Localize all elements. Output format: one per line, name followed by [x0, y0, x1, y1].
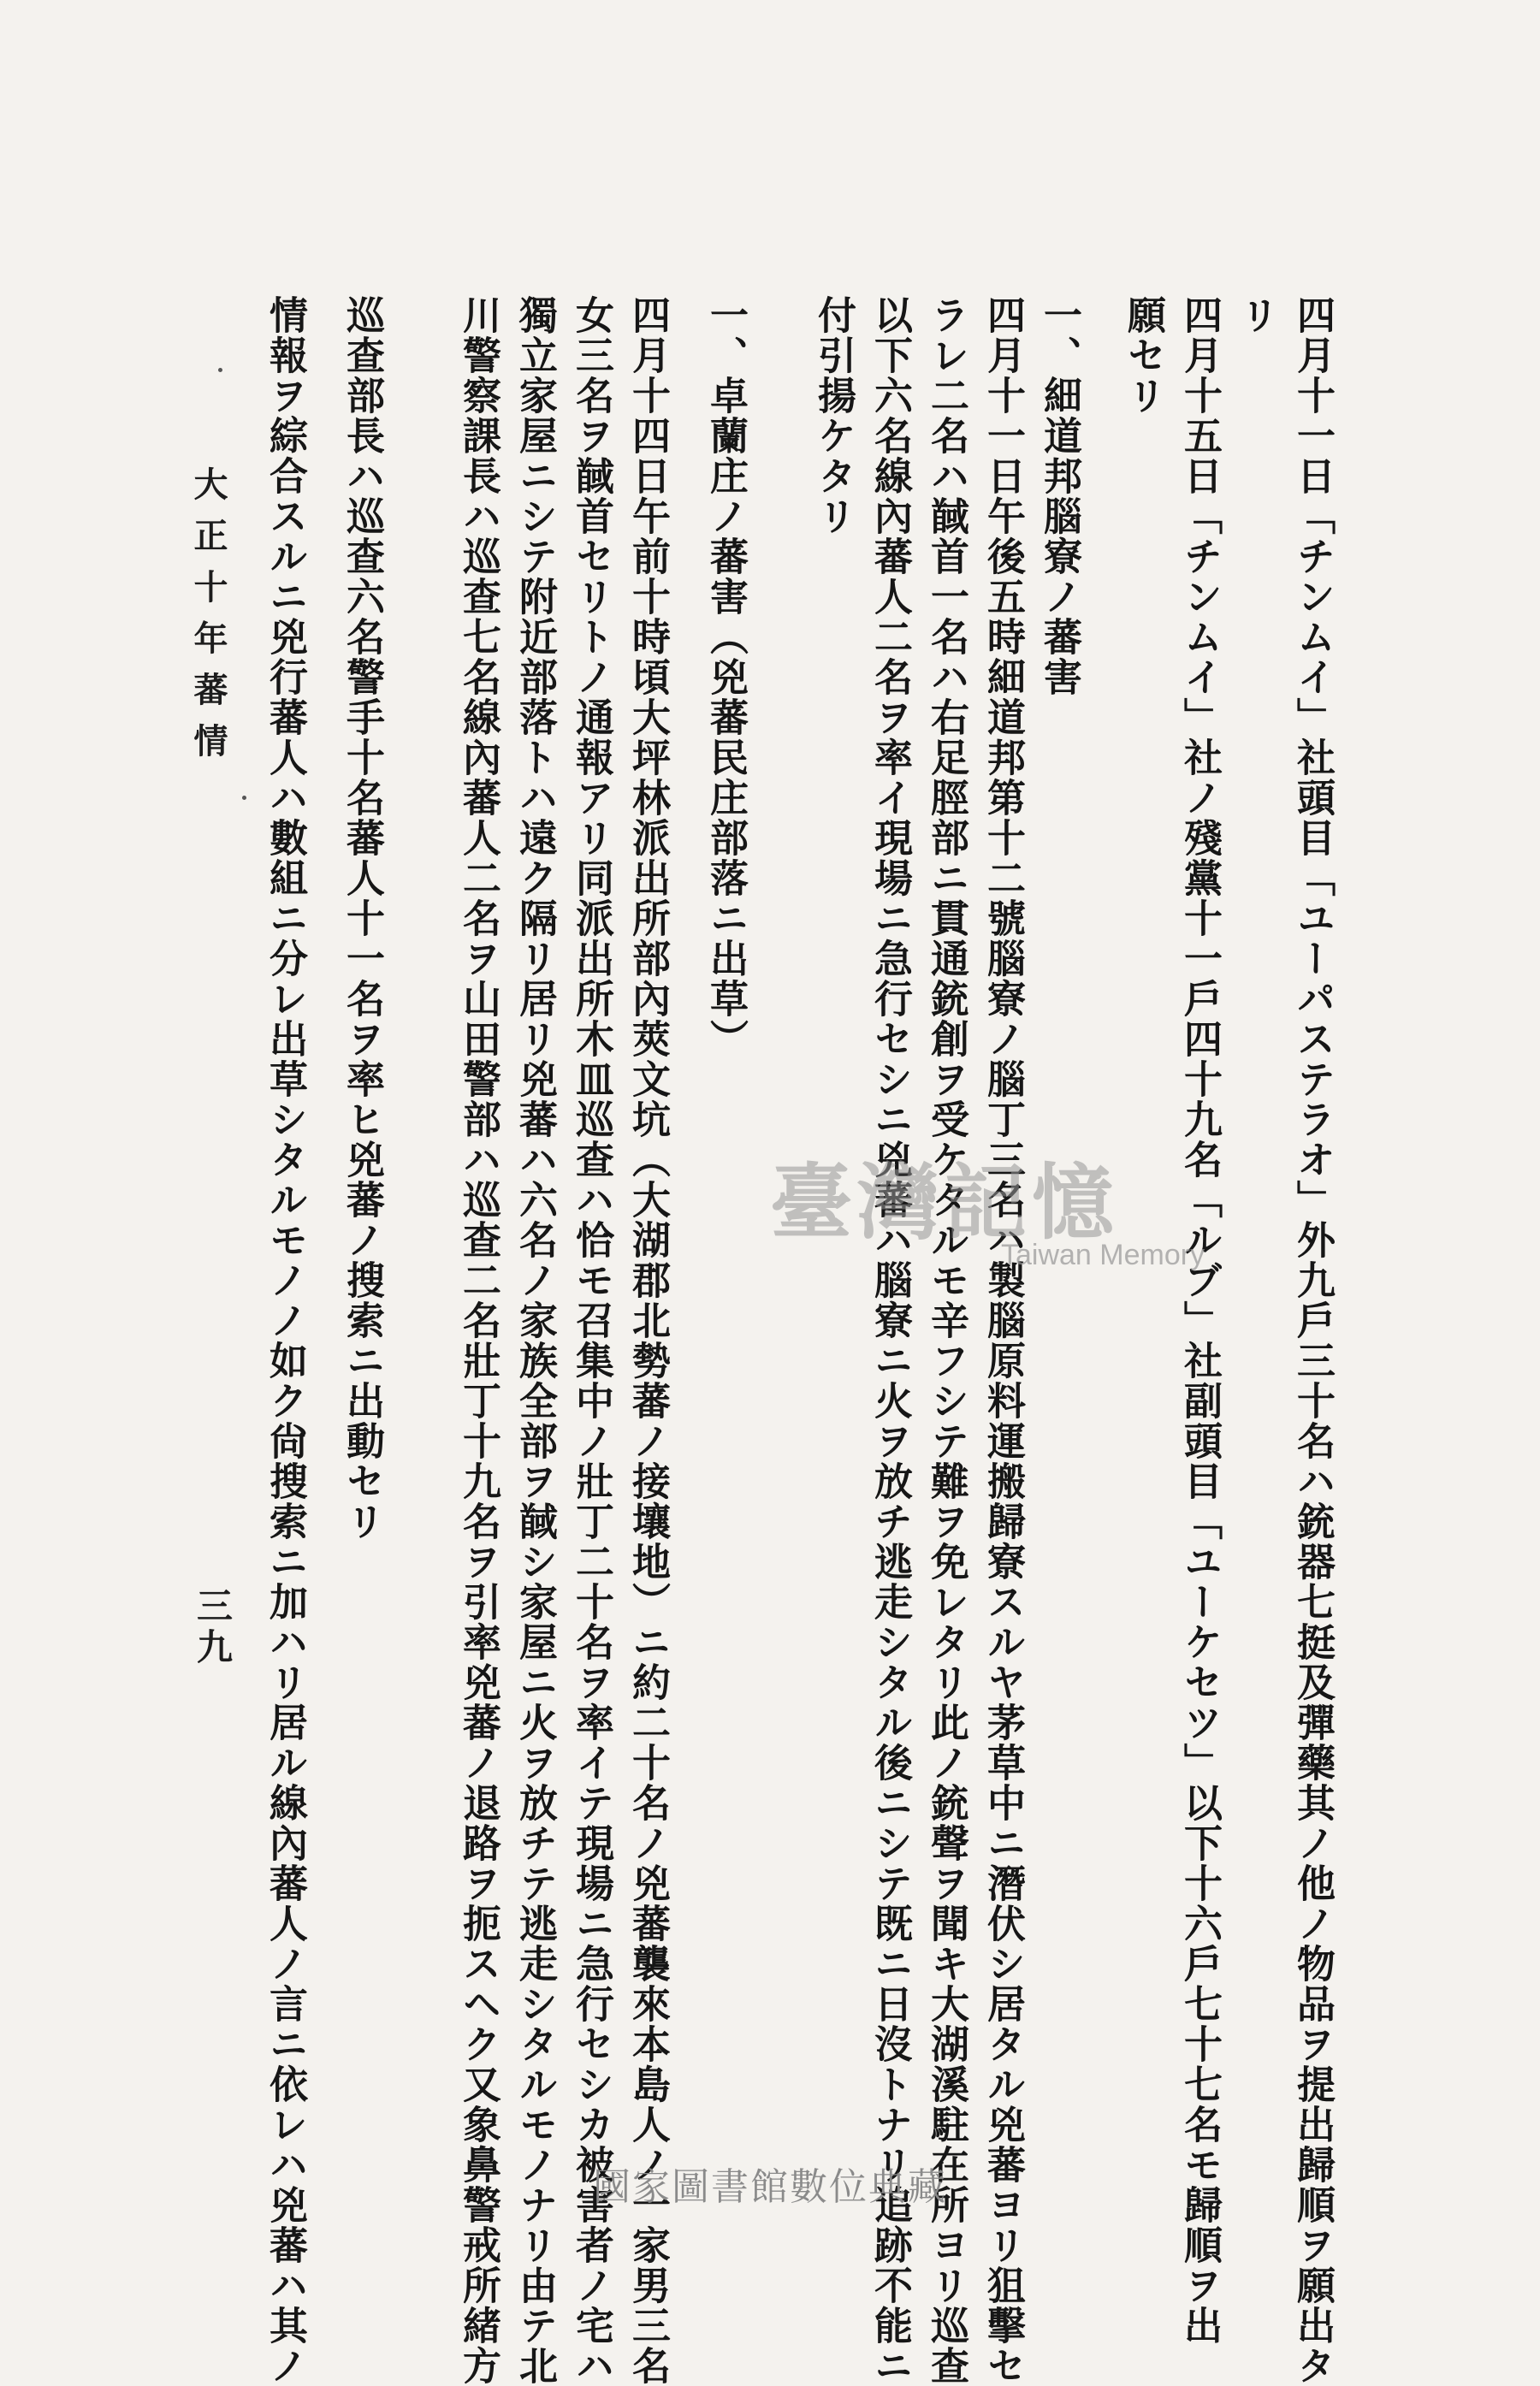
- text-column-12: 女三名ヲ馘首セリトノ通報アリ同派出所木皿巡查ハ恰モ召集中ノ壯丁二十名ヲ率イテ現場ニ急行セシカ被害者ノ宅ハ: [569, 295, 614, 2386]
- watermark-title: 臺灣記憶: [770, 1154, 1119, 1251]
- text-column-9: 付引揚ケタリ: [811, 295, 856, 536]
- print-speck: [242, 796, 246, 800]
- text-column-8: 以下六名線內蕃人二名ヲ率イ現場ニ急行セシニ兇蕃ハ腦寮ニ火ヲ放チ逃走シタル後ニシテ既ニ日沒トナリ追跡不能ニ: [868, 295, 913, 2386]
- text-column-1: 四月十一日「チンムイ」社頭目「ユーパステラオ」外九戶三十名ハ銃器七挺及彈藥其ノ他ノ物品ヲ提出歸順ヲ願出タ: [1290, 295, 1336, 2386]
- running-header: 大正十年蕃情: [188, 466, 228, 774]
- section-heading-1: 一、細道邦腦寮ノ蕃害: [1037, 295, 1082, 697]
- text-column-2: リ: [1234, 295, 1279, 335]
- text-column-3: 四月十五日「チンムイ」社ノ殘黨十一戶四十九名「ルブ」社副頭目「ユーケセツ」以下十六戶七十七名モ歸順ヲ出: [1177, 295, 1223, 2346]
- watermark-subtitle: Taiwan Memory: [1001, 1239, 1205, 1271]
- text-column-15: 巡查部長ハ巡查六名警手十名蕃人十一名ヲ率ヒ兇蕃ノ搜索ニ出動セリ: [340, 295, 385, 1542]
- text-column-6: 四月十一日午後五時細道邦第十二號腦寮ノ腦丁三名ハ製腦原料運搬歸寮スルヤ茅草中ニ潛伏シ居タル兇蕃ヨリ狙擊セ: [980, 295, 1026, 2386]
- text-column-16: 情報ヲ綜合スルニ兇行蕃人ハ數組ニ分レ出草シタルモノノ如ク尙搜索ニ加ハリ居ル線內蕃人ノ言ニ依レハ兇蕃ハ其ノ: [263, 295, 308, 2386]
- footer-credit: 國家圖書館數位典藏: [593, 2165, 947, 2209]
- page-number: 三九: [192, 1587, 234, 1669]
- text-column-11: 四月十四日午前十時頃大坪林派出所部內莢文坑（大湖郡北勢蕃ノ接壤地）ニ約二十名ノ兇蕃襲來本島人ノ一家男三名: [625, 295, 671, 2386]
- print-speck: [218, 368, 222, 372]
- text-column-7: ラレ二名ハ馘首一名ハ右足脛部ニ貫通銃創ヲ受ケタルモ辛フシテ難ヲ免レタリ此ノ銃聲ヲ聞キ大湖溪駐在所ヨリ巡查: [924, 295, 969, 2386]
- section-heading-2: 一、卓蘭庄ノ蕃害（兇蕃民庄部落ニ出草）: [703, 295, 749, 1059]
- text-column-13: 獨立家屋ニシテ附近部落トハ遠ク隔リ居リ兇蕃ハ六名ノ家族全部ヲ馘シ家屋ニ火ヲ放チテ逃走シタルモノナリ由テ北: [512, 295, 558, 2386]
- text-column-4: 願セリ: [1121, 295, 1166, 416]
- text-column-14: 川警察課長ハ巡查七名線內蕃人二名ヲ山田警部ハ巡查二名壯丁十九名ヲ引率兇蕃ノ退路ヲ扼スヘク又象鼻警戒所緒方: [456, 295, 501, 2386]
